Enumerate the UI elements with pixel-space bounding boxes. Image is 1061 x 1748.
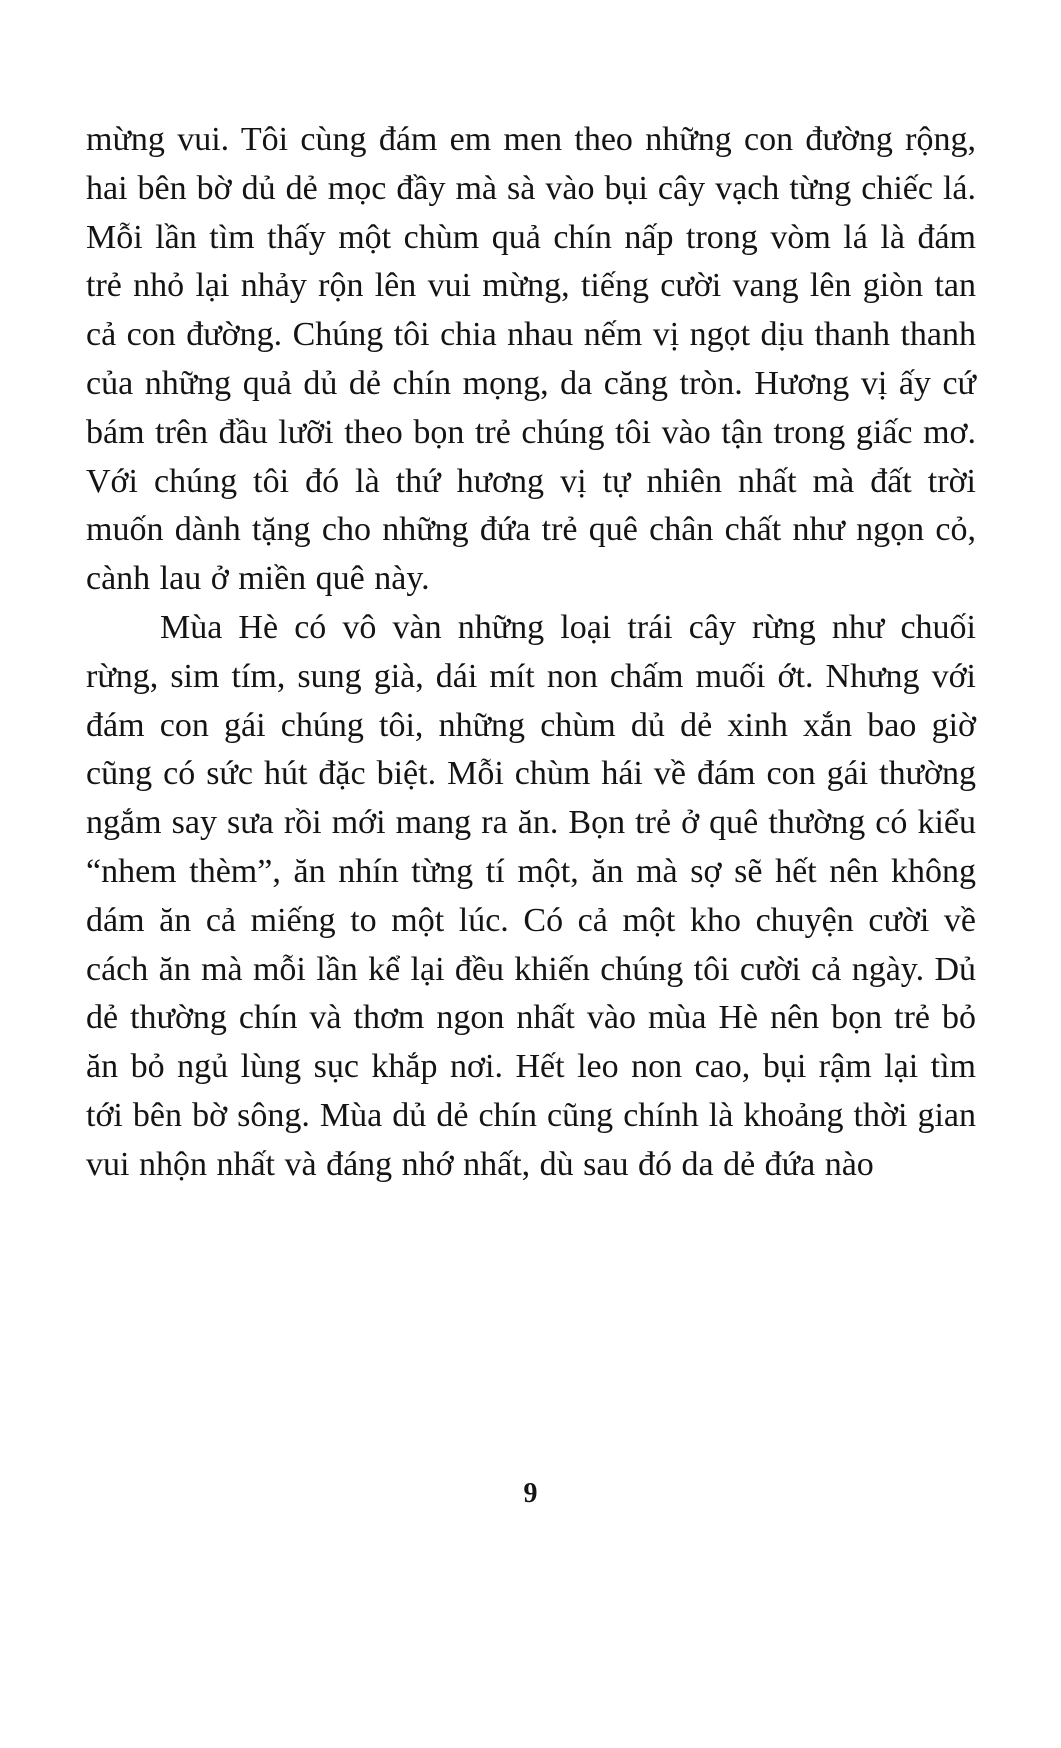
body-text	[86, 116, 976, 1190]
paragraph: Mùa Hè có vô vàn những loại trái cây rừng như chuối rừng, sim tím, sung già, dái mít non chấm muối ớt. Nhưng với đám con gái chúng tôi, những chùm dủ dẻ xinh xắn bao giờ cũng có sức hút đặc biệt. Mỗi chùm hái về đám con gái thường ngắm say sưa rồi mới mang ra ăn. Bọn trẻ ở quê thường có kiểu “nhem thèm”, ăn nhín từng tí một, ăn mà sợ sẽ hết nên không dám ăn cả miếng to một lúc. Có cả một kho chuyện cười về cách ăn mà mỗi lần kể lại đều khiến chúng tôi cười cả ngày. Dủ dẻ thường chín và thơm ngon nhất vào mùa Hè nên bọn trẻ bỏ ăn bỏ ngủ lùng sục khắp nơi. Hết leo non cao, bụi rậm lại tìm tới bên bờ sông. Mùa dủ dẻ chín cũng chính là khoảng thời gian vui nhộn nhất và đáng nhớ nhất, dù sau đó da dẻ đứa nào	[86, 608, 976, 1183]
page-number: 9	[523, 1478, 538, 1509]
paragraph-continuation: mừng vui. Tôi cùng đám em men theo những con đường rộng, hai bên bờ dủ dẻ mọc đầy mà sà vào bụi cây vạch từng chiếc lá. Mỗi lần tìm thấy một chùm quả chín nấp trong vòm lá là đám trẻ nhỏ lại nhảy rộn lên vui mừng, tiếng cười vang lên giòn tan cả con đường. Chúng tôi chia nhau nếm vị ngọt dịu thanh thanh của những quả dủ dẻ chín mọng, da căng tròn. Hương vị ấy cứ bám trên đầu lưỡi theo bọn trẻ chúng tôi vào tận trong giấc mơ. Với chúng tôi đó là thứ hương vị tự nhiên nhất mà đất trời muốn dành tặng cho những đứa trẻ quê chân chất như ngọn cỏ, cành lau ở miền quê này.	[86, 121, 976, 598]
